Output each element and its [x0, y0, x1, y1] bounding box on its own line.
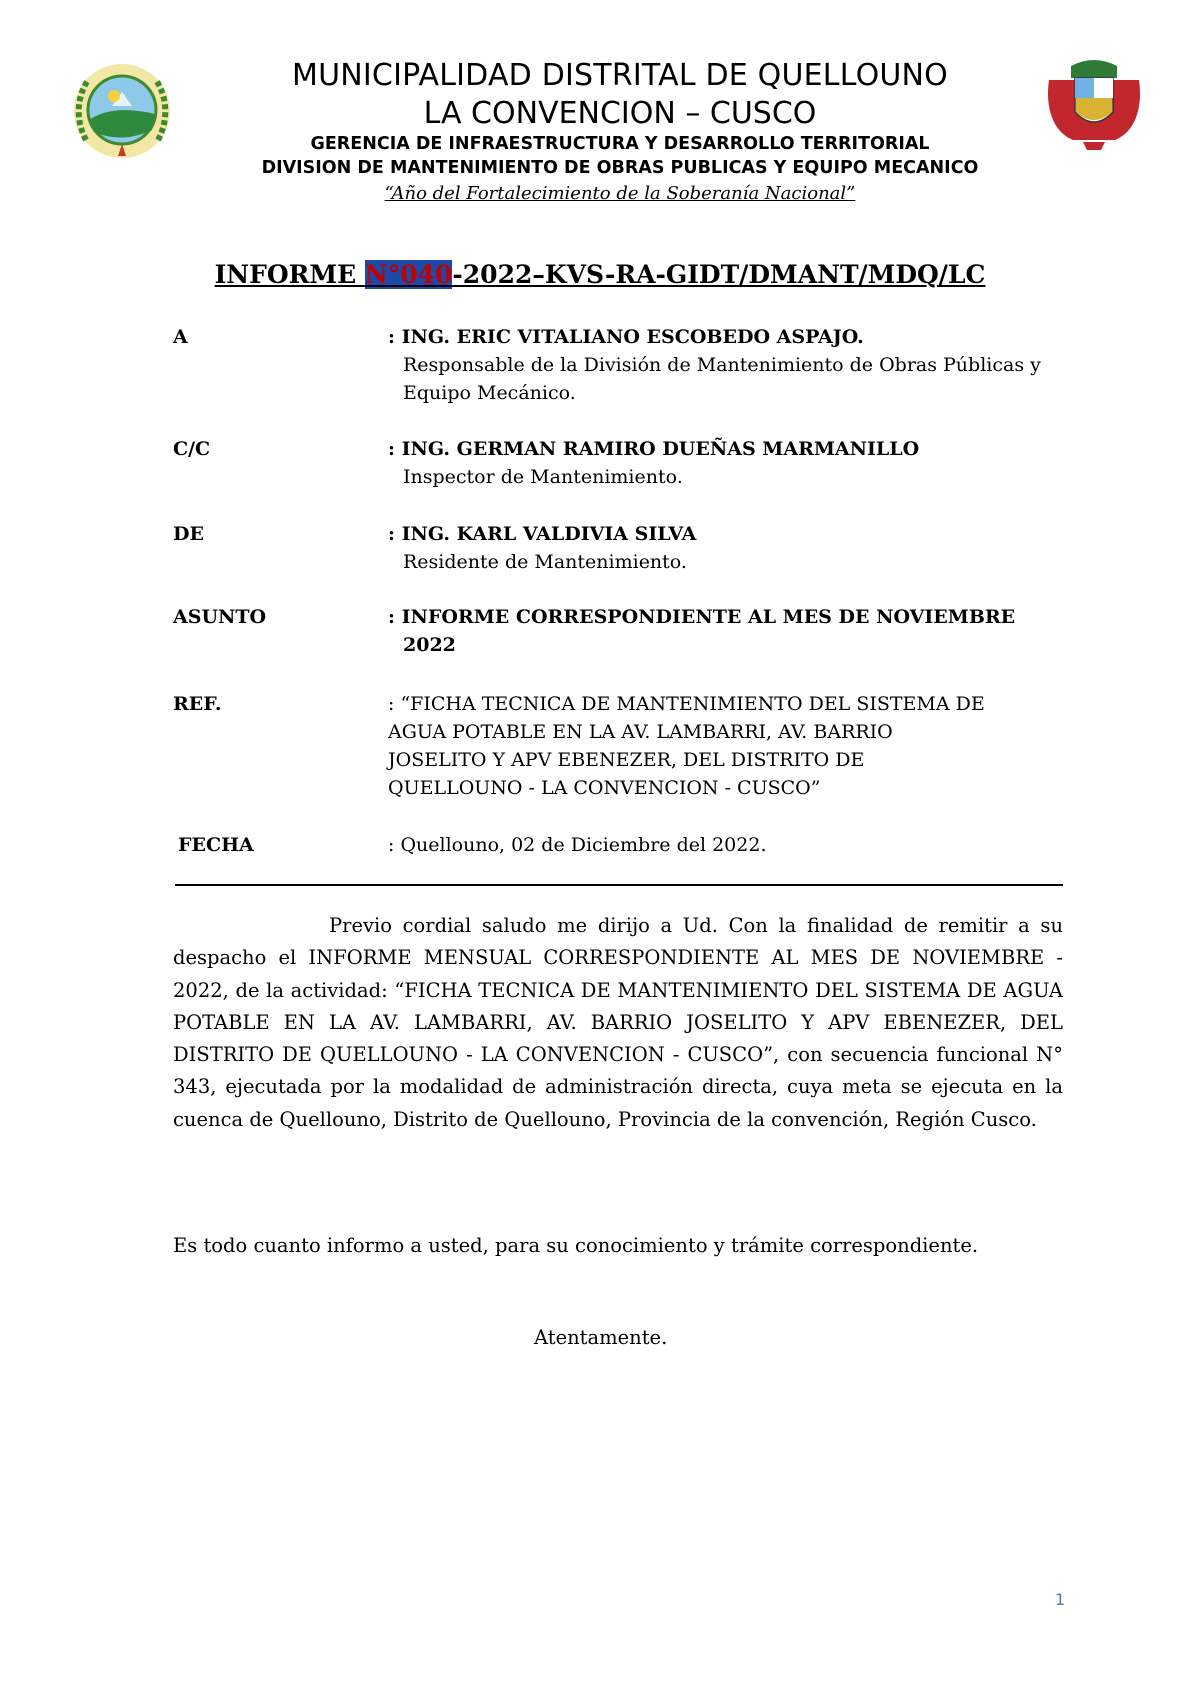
field-label-from: DE: [173, 523, 204, 545]
ref-line4: QUELLOUNO - LA CONVENCION - CUSCO”: [388, 777, 821, 799]
header-municipality: MUNICIPALIDAD DISTRITAL DE QUELLOUNO: [292, 58, 948, 93]
title-suffix: -2022–KVS-RA-GIDT/DMANT/MDQ/LC: [452, 260, 986, 289]
field-value-to: [388, 323, 1068, 407]
header-division: DIVISION DE MANTENIMIENTO DE OBRAS PUBLICAS Y EQUIPO MECANICO: [261, 158, 979, 178]
field-label-subject: ASUNTO: [173, 606, 267, 628]
recipient-role-line1: Responsable de la División de Mantenimiento de Obras Públicas y: [403, 354, 1041, 376]
subject-line2: 2022: [403, 634, 456, 656]
cc-role: Inspector de Mantenimiento.: [403, 466, 683, 488]
body-text: Previo cordial saludo me dirijo a Ud. Con la finalidad de remitir a su despacho el INFORME MENSUAL CORRESPONDIENTE AL MES DE NOVIEMBRE - 2022, de la actividad: “FICHA TECNICA DE MANTENIMIENTO DEL SISTEMA DE AGUA POTABLE EN LA AV. LAMBARRI, AV. BARRIO JOSELITO Y APV EBENEZER, DEL DISTRITO DE QUELLOUNO - LA CONVENCION - CUSCO”, con secuencia funcional N° 343, ejecutada por la modalidad de administración directa, cuya meta se ejecuta en la cuenca de Quellouno, Distrito de Quellouno, Provincia de la convención, Región Cusco.: [173, 914, 1063, 1131]
field-value-ref: [388, 690, 1068, 802]
header-management: GERENCIA DE INFRAESTRUCTURA Y DESARROLLO TERRITORIAL: [310, 134, 930, 154]
field-label-cc: C/C: [173, 438, 211, 460]
field-value-date: : Quellouno, 02 de Diciembre del 2022.: [388, 834, 767, 856]
header-motto: “Año del Fortalecimiento de la Soberanía Nacional”: [384, 183, 856, 204]
field-label-to: A: [173, 326, 188, 348]
cc-name: : ING. GERMAN RAMIRO DUEÑAS MARMANILLO: [388, 438, 920, 460]
field-label-ref: REF.: [173, 693, 222, 715]
subject-line1: : INFORME CORRESPONDIENTE AL MES DE NOVIEMBRE: [388, 606, 1016, 628]
field-value-cc: [388, 435, 1068, 491]
field-label-date: FECHA: [178, 834, 254, 856]
ref-line1: : “FICHA TECNICA DE MANTENIMIENTO DEL SISTEMA DE: [388, 693, 985, 715]
recipient-role-line2: Equipo Mecánico.: [403, 382, 576, 404]
header-location: LA CONVENCION – CUSCO: [423, 96, 817, 131]
peru-coat-of-arms-icon: [1043, 52, 1146, 152]
title-prefix: INFORME: [214, 260, 365, 289]
separator-line: [175, 884, 1063, 886]
sender-name: : ING. KARL VALDIVIA SILVA: [388, 523, 697, 545]
title-number: N°040: [364, 260, 453, 289]
municipal-seal-icon: [72, 62, 172, 160]
sender-role: Residente de Mantenimiento.: [403, 551, 687, 573]
field-value-subject: [388, 603, 1068, 659]
recipient-name: : ING. ERIC VITALIANO ESCOBEDO ASPAJO.: [388, 326, 864, 348]
farewell: Atentamente.: [534, 1326, 668, 1349]
page-number: 1: [1055, 1590, 1066, 1609]
report-title: [160, 260, 1040, 289]
body-paragraph: [173, 910, 1063, 1136]
field-value-from: [388, 520, 1068, 576]
ref-line2: AGUA POTABLE EN LA AV. LAMBARRI, AV. BARRIO: [388, 721, 893, 743]
ref-line3: JOSELITO Y APV EBENEZER, DEL DISTRITO DE: [388, 749, 865, 771]
closing-sentence: Es todo cuanto informo a usted, para su conocimiento y trámite correspondiente.: [173, 1234, 979, 1257]
